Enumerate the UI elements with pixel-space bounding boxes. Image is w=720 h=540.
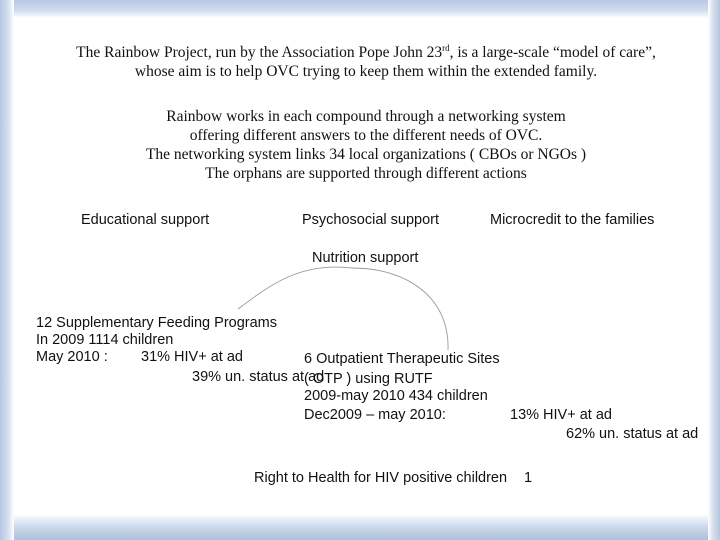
otp-line-1: 6 Outpatient Therapeutic Sites (304, 351, 500, 367)
connector-right-curve (352, 268, 448, 350)
networking-line: offering different answers to the different needs of OVC. (189, 127, 543, 144)
otp-line-2: ( OTP ) using RUTF (304, 371, 433, 387)
networking-line: The networking system links 34 local organizations ( CBOs or NGOs ) (145, 146, 587, 163)
otp-line-3: 2009-may 2010 434 children (304, 388, 488, 404)
networking-line: Rainbow works in each compound through a networking system (166, 108, 566, 125)
page-number: 1 (524, 470, 533, 486)
feeding-line-2: In 2009 1114 children (36, 332, 174, 348)
feeding-line-4: 39% un. status at ad (192, 369, 325, 385)
otp-line-5: 62% un. status at ad (566, 426, 699, 442)
intro-superscript: rd (442, 42, 450, 53)
educational-support-label: Educational support (81, 212, 210, 228)
otp-line-4-label: Dec2009 – may 2010: (304, 407, 446, 423)
intro-text-b: , is a large-scale “model of care”, (449, 44, 656, 61)
networking-line: The orphans are supported through different actions (205, 165, 527, 182)
footer-title: Right to Health for HIV positive children (254, 470, 508, 486)
intro-text-a: The Rainbow Project, run by the Association Pope John 23 (76, 44, 443, 61)
feeding-line-3-label: May 2010 : (36, 349, 108, 365)
intro-line-2: whose aim is to help OVC trying to keep them within the extended family. (134, 63, 598, 80)
nutrition-support-label: Nutrition support (312, 250, 419, 266)
connector-left-curve (238, 267, 352, 309)
feeding-line-1: 12 Supplementary Feeding Programs (36, 315, 277, 331)
psychosocial-support-label: Psychosocial support (302, 212, 440, 228)
feeding-line-3-value: 31% HIV+ at ad (141, 349, 243, 365)
otp-line-4-value: 13% HIV+ at ad (510, 407, 612, 423)
microcredit-label: Microcredit to the families (490, 212, 655, 228)
